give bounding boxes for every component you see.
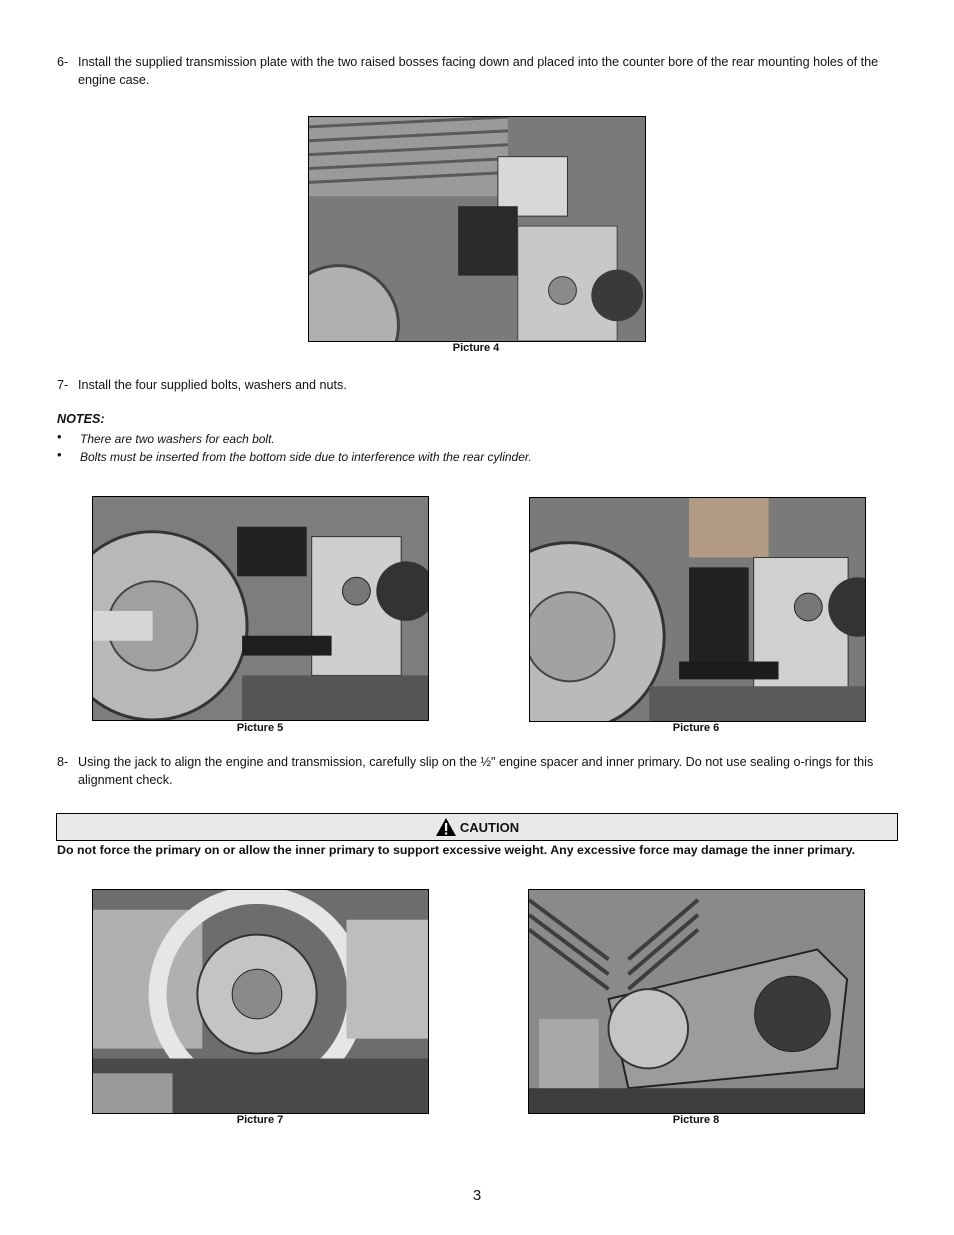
note-item — [57, 449, 532, 465]
warning-triangle-icon — [435, 817, 457, 837]
step-text: Using the jack to align the engine and transmission, carefully slip on the ½" engine spacer and inner primary. Do not use sealing o-rings for this alignment check. — [78, 755, 874, 787]
caution-text: Do not force the primary on or allow the inner primary to support excessive weight. Any excessive force may damage the inner primary. — [57, 843, 856, 857]
caption-picture-4: Picture 4 — [452, 342, 500, 354]
step-text: Install the four supplied bolts, washers and nuts. — [78, 378, 347, 392]
step-7 — [57, 376, 902, 394]
photo-picture-8 — [528, 889, 865, 1114]
photo-picture-5 — [92, 496, 429, 721]
caption-picture-8: Picture 8 — [672, 1114, 720, 1126]
bullet-icon: • — [57, 447, 62, 462]
caption-picture-5: Picture 5 — [236, 722, 284, 734]
note-text: Bolts must be inserted from the bottom side due to interference with the rear cylinder. — [80, 450, 532, 464]
step-number: 7- — [57, 378, 69, 392]
caution-box — [56, 813, 898, 841]
note-text: There are two washers for each bolt. — [80, 432, 275, 446]
photo-picture-6 — [529, 497, 866, 722]
step-number: 6- — [57, 55, 69, 69]
notes-title: NOTES: — [57, 412, 105, 426]
note-item — [57, 431, 275, 447]
caption-picture-6: Picture 6 — [672, 722, 720, 734]
caution-label: CAUTION — [459, 819, 520, 835]
caption-picture-7: Picture 7 — [236, 1114, 284, 1126]
step-number: 8- — [57, 755, 69, 769]
step-6 — [57, 53, 902, 89]
bullet-icon: • — [57, 429, 62, 444]
page-number: 3 — [472, 1187, 482, 1204]
photo-picture-4 — [308, 116, 646, 342]
step-8 — [57, 753, 902, 789]
photo-picture-7 — [92, 889, 429, 1114]
step-text: Install the supplied transmission plate with the two raised bosses facing down and placed into the counter bore of the rear mounting holes of the engine case. — [78, 55, 879, 87]
